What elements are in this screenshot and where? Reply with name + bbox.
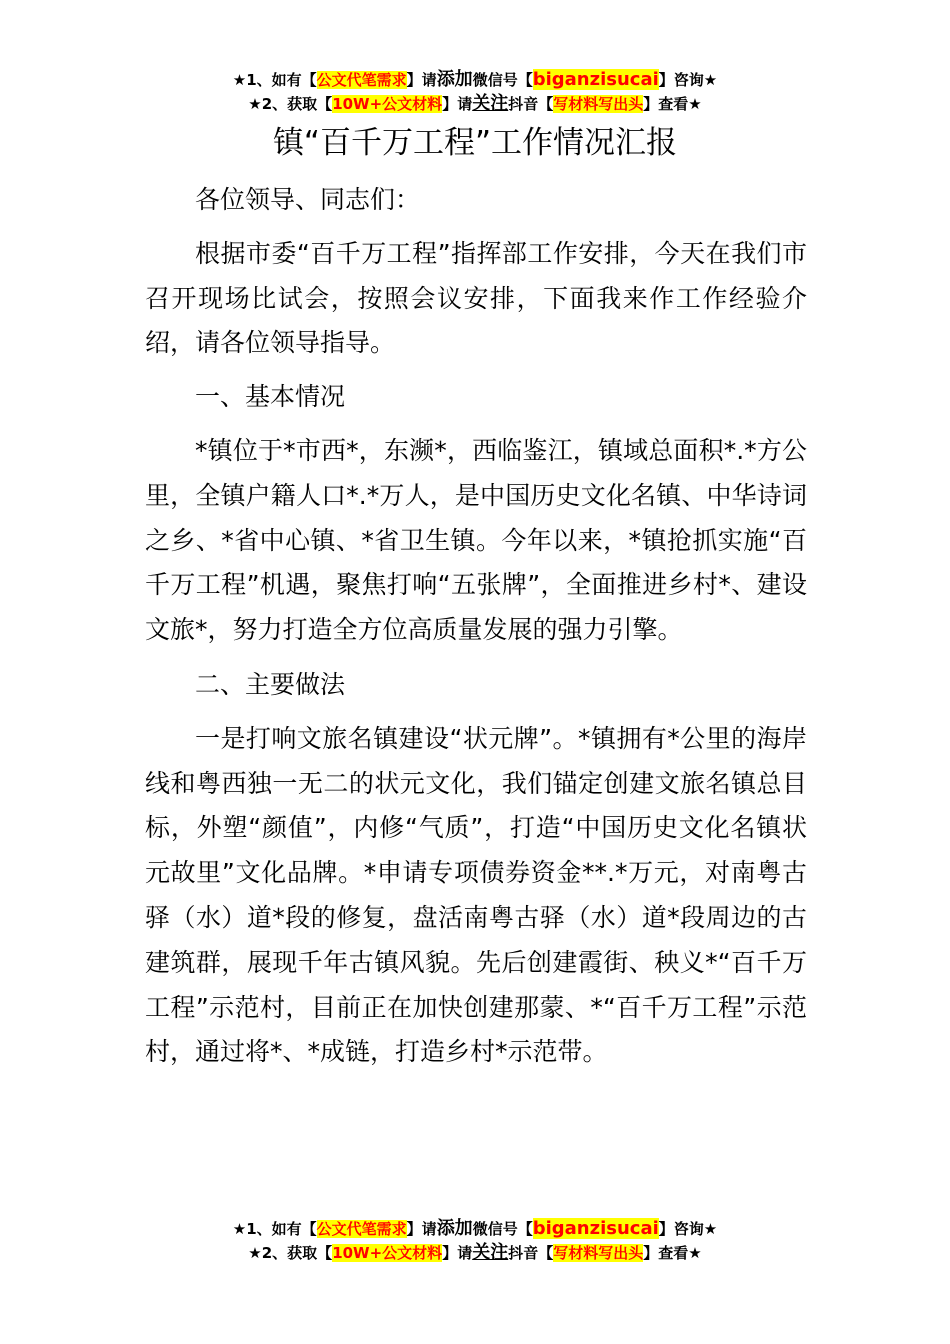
salutation: 各位领导、同志们： xyxy=(195,185,421,214)
section-heading-basic: 一、基本情况 xyxy=(195,382,346,412)
document-body xyxy=(145,178,807,1075)
highlight-douyin: 写材料写出头 xyxy=(553,95,644,113)
highlight-service: 公文代笔需求 xyxy=(316,1220,407,1238)
highlight-douyin: 写材料写出头 xyxy=(553,1244,644,1262)
promo-banner-top xyxy=(0,68,950,116)
promo-line-2: ★2、获取【10W+公文材料】请关注抖音【写材料写出头】查看★ xyxy=(248,1242,702,1263)
promo-banner-bottom xyxy=(0,1217,950,1265)
highlight-service: 公文代笔需求 xyxy=(316,71,407,89)
promo-line-1: ★1、如有【公文代笔需求】请添加微信号【biganzisucai】咨询★ xyxy=(232,69,718,90)
highlight-materials: 10W+公文材料 xyxy=(332,1244,443,1262)
document-title: 镇“百千万工程”工作情况汇报 xyxy=(272,125,678,161)
promo-line-2: ★2、获取【10W+公文材料】请关注抖音【写材料写出头】查看★ xyxy=(248,93,702,114)
promo-line-1: ★1、如有【公文代笔需求】请添加微信号【biganzisucai】咨询★ xyxy=(232,1218,718,1239)
section-practices-paragraph: 一是打响文旅名镇建设“状元牌”。*镇拥有*公里的海岸线和粤西独一无二的状元文化，我们锚定创建文旅名镇总目标，外塑“颜值”，内修“气质”，打造“中国历史文化名镇状元故里”文化品牌。*申请专项债券资金**.*万元，对南粤古驿（水）道*段的修复，盘活南粤古驿（水）道*段周边的古建筑群，展现千年古镇风貌。先后创建霞街、秧义*“百千万工程”示范村，目前正在加快创建那蒙、*“百千万工程”示范村，通过将*、*成链，打造乡村*示范带。 xyxy=(145,723,807,1067)
section-heading-practices: 二、主要做法 xyxy=(195,669,346,699)
highlight-wechat-id: biganzisucai xyxy=(532,1218,659,1239)
section-basic-paragraph: *镇位于*市西*，东濒*，西临鉴江，镇域总面积*.*方公里，全镇户籍人口*.*万人，是中国历史文化名镇、中华诗词之乡、*省中心镇、*省卫生镇。今年以来，*镇抢抓实施“百千万工程”机遇，聚焦打响“五张牌”，全面推进乡村*、建设文旅*，努力打造全方位高质量发展的强力引擎。 xyxy=(145,435,807,645)
intro-paragraph: 根据市委“百千万工程”指挥部工作安排，今天在我们市召开现场比试会，按照会议安排，下面我来作工作经验介绍，请各位领导指导。 xyxy=(145,238,807,358)
highlight-materials: 10W+公文材料 xyxy=(332,95,443,113)
highlight-wechat-id: biganzisucai xyxy=(532,69,659,90)
